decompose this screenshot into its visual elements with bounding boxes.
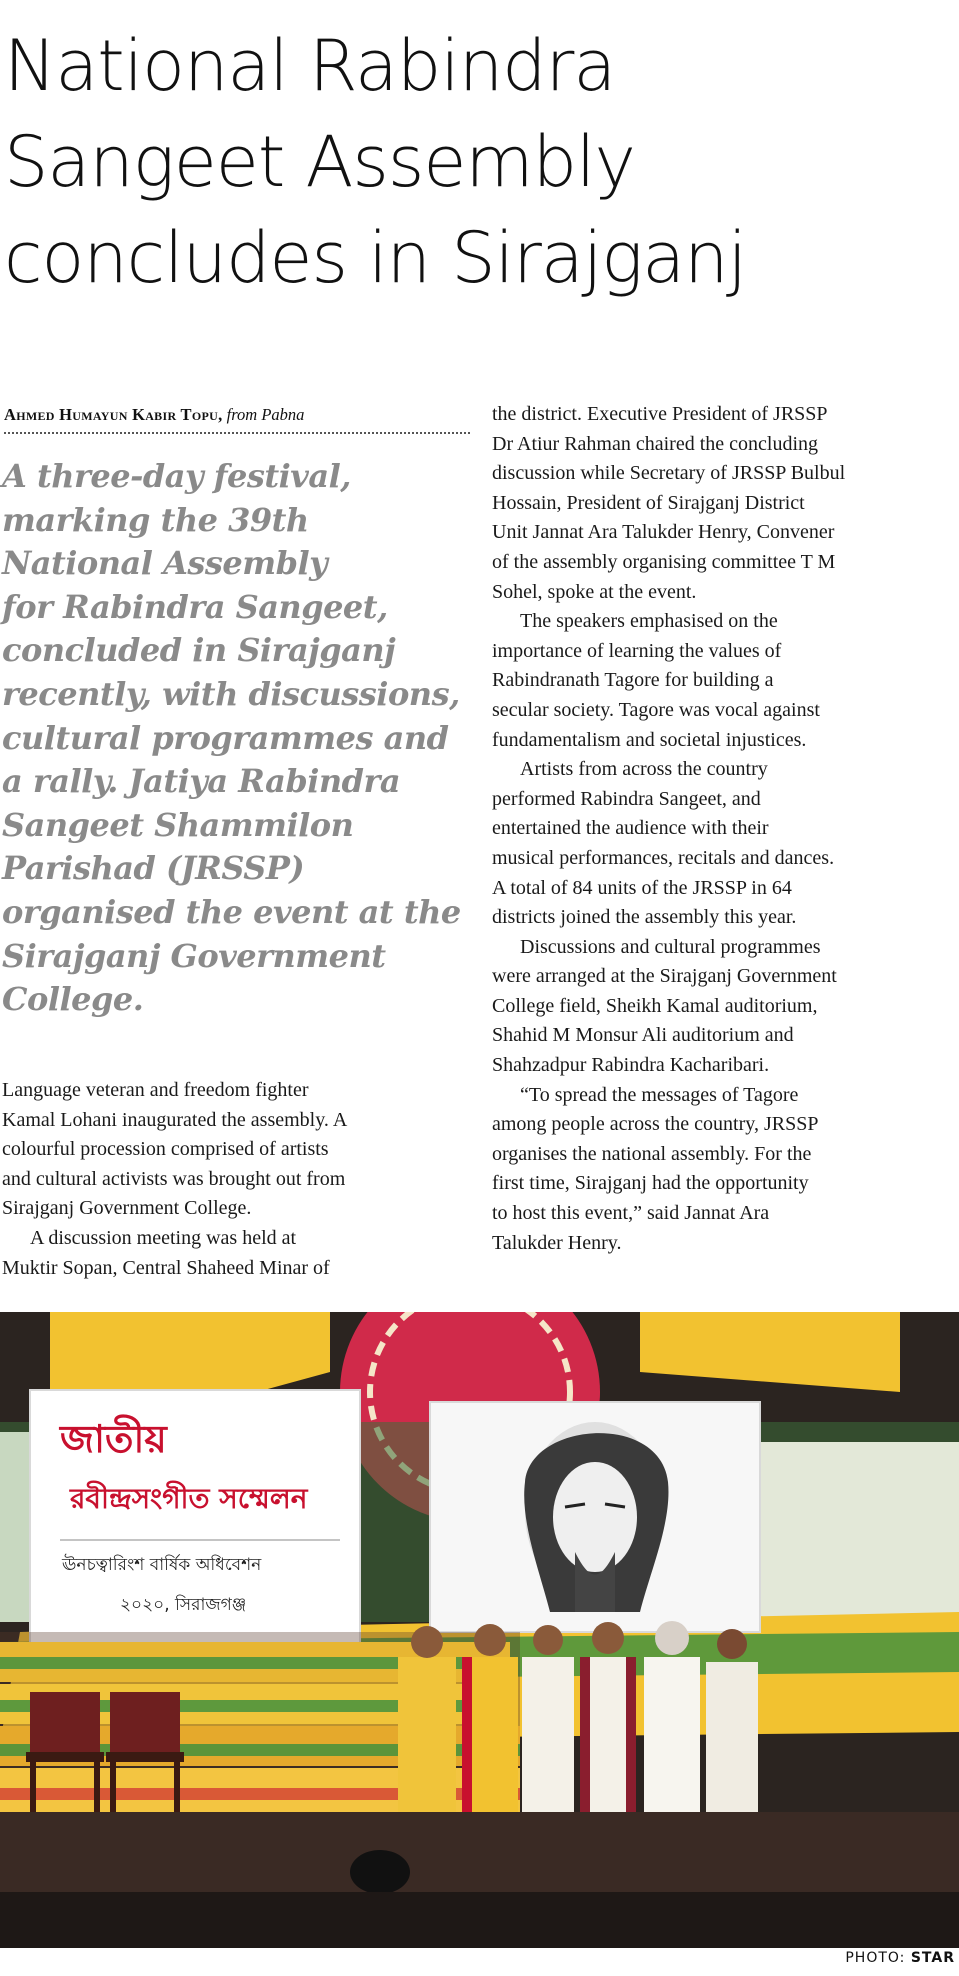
stage-speaker-box	[350, 1850, 410, 1894]
body-line: importance of learning the values of	[492, 639, 782, 662]
body-line: the district. Executive President of JRSSP	[492, 403, 828, 425]
banner-subtitle: ঊনচত্বারিংশ বার্ষিক অধিবেশন	[62, 1555, 262, 1575]
banner-year: ২০২০, সিরাজগঞ্জ	[120, 1595, 247, 1615]
body-line: Unit Jannat Ara Talukder Henry, Convener	[492, 521, 835, 544]
banner-title-2: রবীন্দ্রসংগীত সম্মেলন	[70, 1482, 308, 1515]
intro-line: A three-day festival,	[2, 457, 351, 495]
body-line: secular society. Tagore was vocal against	[492, 698, 820, 721]
body-line: Muktir Sopan, Central Shaheed Minar of	[2, 1256, 330, 1279]
tagore-portrait	[524, 1422, 668, 1612]
body-line: among people across the country, JRSSP	[492, 1113, 819, 1136]
banner-title-1: জাতীয়	[60, 1417, 167, 1461]
photo-credit-label: PHOTO:	[845, 1950, 906, 1966]
intro-line: organised the event at the	[2, 892, 461, 931]
body-line: Talukder Henry.	[492, 1231, 622, 1254]
stage-illustration	[0, 1312, 959, 1948]
intro-line: recently, with discussions,	[2, 674, 460, 713]
body-line: musical performances, recitals and dances.	[492, 846, 835, 869]
body-line: Kamal Lohani inaugurated the assembly. A	[2, 1108, 348, 1131]
intro-line: concluded in Sirajganj	[2, 631, 396, 670]
body-line: of the assembly organising committee T M	[492, 550, 836, 573]
intro-line: a rally. Jatiya Rabindra	[2, 762, 401, 801]
body-line: Hossain, President of Sirajganj District	[492, 491, 805, 514]
body-line: College field, Sheikh Kamal auditorium,	[492, 994, 818, 1017]
body-line: and cultural activists was brought out from	[2, 1167, 346, 1190]
body-line: Discussions and cultural programmes	[520, 935, 821, 958]
headline	[4, 18, 954, 306]
body-line: Dr Atiur Rahman chaired the concluding	[492, 432, 819, 455]
body-line: colourful procession comprised of artists	[2, 1138, 329, 1161]
body-line: Language veteran and freedom fighter	[2, 1079, 309, 1101]
headline-line: Sangeet Assembly	[4, 121, 635, 203]
body-line: to host this event,” said Jannat Ara	[492, 1202, 770, 1225]
body-line: Shahzadpur Rabindra Kacharibari.	[492, 1054, 770, 1077]
body-line: fundamentalism and societal injustices.	[492, 728, 807, 751]
byline	[4, 405, 470, 434]
body-line: Shahid M Monsur Ali auditorium and	[492, 1024, 794, 1047]
body-line: The speakers emphasised on the	[520, 610, 778, 633]
body-line: Sirajganj Government College.	[2, 1197, 252, 1220]
body-line: were arranged at the Sirajganj Government	[492, 965, 837, 988]
intro-line: Parishad (JRSSP)	[2, 849, 305, 888]
body-line: districts joined the assembly this year.	[492, 906, 797, 929]
body-line: organises the national assembly. For the	[492, 1142, 812, 1165]
headline-line: concludes in Sirajganj	[4, 217, 746, 299]
body-line: Sohel, spoke at the event.	[492, 580, 697, 603]
stage-backdrop-pattern	[760, 1442, 959, 1632]
intro-line: National Assembly	[2, 544, 328, 583]
intro-line: Sangeet Shammilon	[2, 805, 354, 844]
body-line: Artists from across the country	[520, 758, 768, 781]
intro-line: for Rabindra Sangeet,	[2, 587, 388, 626]
body-column-left	[2, 1076, 472, 1283]
event-photo	[0, 1312, 959, 1948]
body-line: A total of 84 units of the JRSSP in 64	[492, 876, 792, 899]
photo-credit-source: STAR	[910, 1950, 955, 1966]
body-line: A discussion meeting was held at	[30, 1226, 297, 1249]
body-line: performed Rabindra Sangeet, and	[492, 787, 761, 810]
body-line: entertained the audience with their	[492, 817, 769, 840]
byline-location: from Pabna	[226, 405, 305, 424]
body-column-right	[492, 400, 954, 1258]
body-line: “To spread the messages of Tagore	[520, 1083, 799, 1106]
body-line: discussion while Secretary of JRSSP Bulbul	[492, 462, 846, 485]
byline-author: Ahmed Humayun Kabir Topu,	[4, 405, 223, 424]
intro-line: College.	[2, 980, 144, 1019]
body-line: first time, Sirajganj had the opportunity	[492, 1172, 809, 1195]
intro-paragraph	[2, 455, 477, 1022]
intro-line: cultural programmes and	[2, 718, 449, 757]
intro-line: Sirajganj Government	[2, 936, 386, 975]
headline-line: National Rabindra	[4, 25, 616, 107]
intro-line: marking the 39th	[2, 500, 309, 539]
photo-credit	[845, 1950, 955, 1966]
body-line: Rabindranath Tagore for building a	[492, 669, 774, 692]
